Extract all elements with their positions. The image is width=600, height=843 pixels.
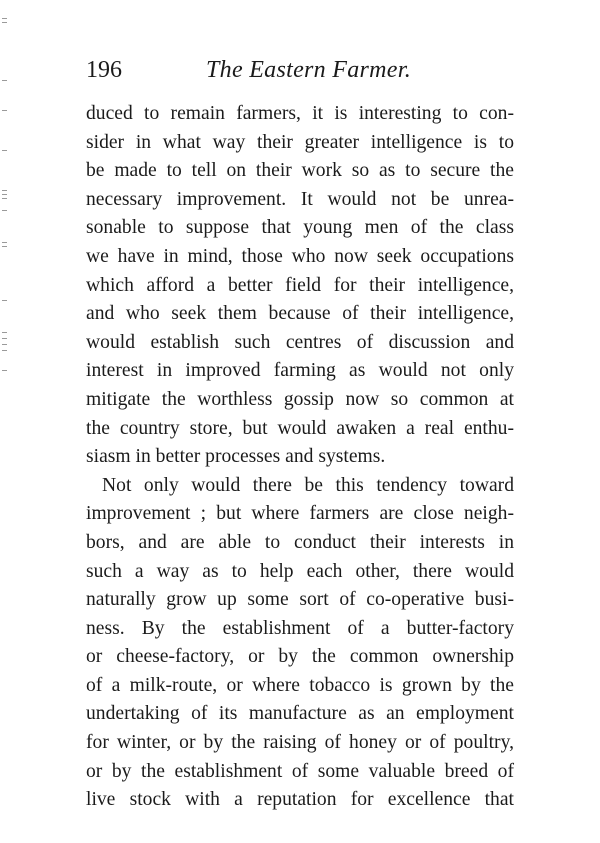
text-line: the country store, but would awaken a real enthu- <box>86 417 514 439</box>
text-line: sonable to suppose that young men of the class <box>86 217 514 239</box>
text-line: bors, and are able to conduct their interests in <box>86 531 514 553</box>
text-line: mitigate the worthless gossip now so common at <box>86 388 514 410</box>
text-line: such a way as to help each other, there would <box>86 560 514 582</box>
running-title: The Eastern Farmer. <box>206 57 412 83</box>
text-line: ness. By the establishment of a butter-factory <box>86 617 514 639</box>
text-line: or by the establishment of some valuable breed of <box>86 760 514 782</box>
text-line: live stock with a reputation for excellence that <box>86 789 514 811</box>
text-line: we have in mind, those who now seek occupations <box>86 245 514 267</box>
text-line: or cheese-factory, or by the common ownership <box>86 646 514 668</box>
scan-margin-marks <box>2 10 10 390</box>
running-head <box>86 50 516 90</box>
text-line: Not only would there be this tendency toward <box>102 474 514 496</box>
text-line: would establish such centres of discussion and <box>86 331 514 353</box>
text-line: interest in improved farming as would not only <box>86 360 514 382</box>
text-line: and who seek them because of their intelligence, <box>86 303 514 325</box>
page-number: 196 <box>86 57 122 83</box>
text-line: improvement ; but where farmers are close neigh- <box>86 503 514 525</box>
body-text <box>86 100 514 815</box>
text-line: which afford a better field for their intelligence, <box>86 274 514 296</box>
text-line: duced to remain farmers, it is interesting to con- <box>86 103 514 124</box>
text-line: naturally grow up some sort of co-operative busi- <box>86 589 514 611</box>
text-line: siasm in better processes and systems. <box>86 446 386 468</box>
text-line: necessary improvement. It would not be unrea- <box>86 188 514 210</box>
text-line: sider in what way their greater intelligence is to <box>86 131 514 153</box>
text-line: for winter, or by the raising of honey or of poultry, <box>86 732 514 754</box>
text-line: be made to tell on their work so as to secure the <box>86 160 514 182</box>
text-line: of a milk-route, or where tobacco is grown by the <box>86 674 514 696</box>
text-line: undertaking of its manufacture as an employment <box>86 703 514 725</box>
